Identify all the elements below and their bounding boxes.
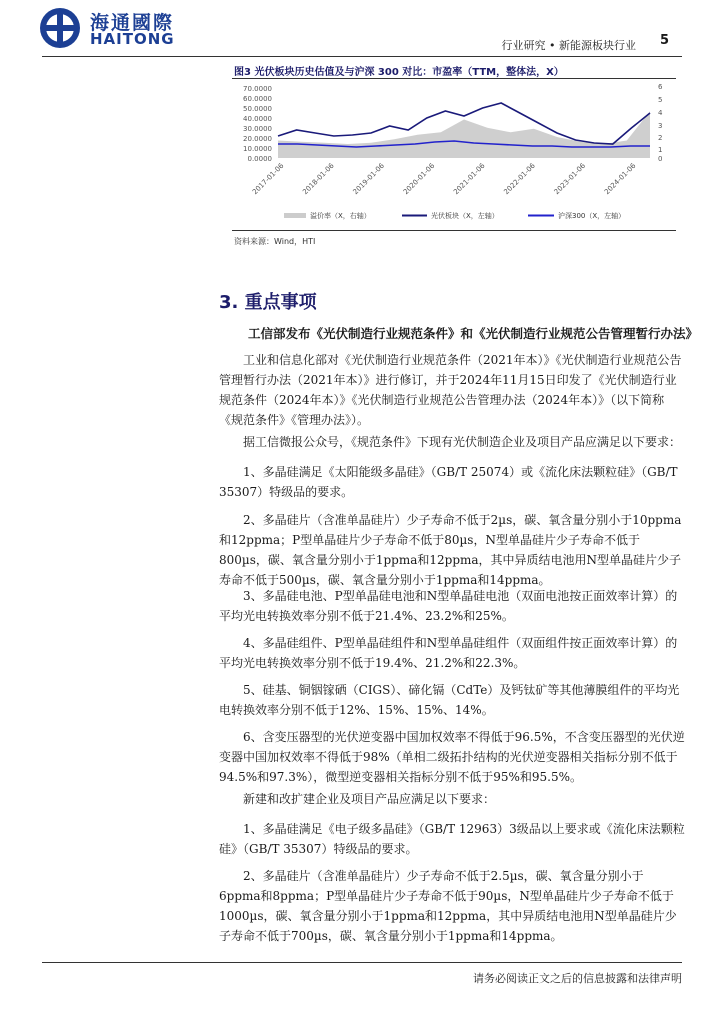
- footer-divider: [42, 962, 682, 963]
- x-tick-label: 2022-01-06: [502, 161, 537, 197]
- header-section-label: 行业研究 • 新能源板块行业: [501, 39, 636, 52]
- page-number: 5: [659, 33, 669, 48]
- header-divider: [42, 56, 682, 57]
- legend-label-premium: 溢价率（X，右轴）: [310, 212, 371, 220]
- x-tick-label: 2021-01-06: [452, 161, 487, 197]
- paragraph: 据工信微报公众号，《规范条件》下现有光伏制造企业及项目产品应满足以下要求：: [243, 435, 682, 449]
- paragraph: 5、硅基、铜铟镓硒（CIGS）、碲化镉（CdTe）及钙钛矿等其他薄膜组件的平均光电转换效率分别不低于12%、15%、15%、14%。: [219, 683, 680, 717]
- footer-disclaimer: 请务必阅读正文之后的信息披露和法律声明: [473, 972, 682, 985]
- section-subtitle: 工信部发布《光伏制造行业规范条件》和《光伏制造行业规范公告管理暂行办法》: [248, 326, 699, 341]
- y-right-tick: 4: [658, 109, 663, 117]
- figure-title: 图3 光伏板块历史估值及与沪深 300 对比：市盈率（TTM，整体法，X）: [234, 67, 564, 78]
- premium-ratio-area: [278, 111, 650, 158]
- x-tick-label: 2018-01-06: [301, 161, 336, 197]
- legend: [284, 211, 625, 221]
- y-left-tick: 70.0000: [243, 85, 272, 93]
- figure-top-rule: [232, 78, 676, 79]
- paragraph: 工业和信息化部对《光伏制造行业规范条件（2021年本）》《光伏制造行业规范公告管理暂行办法（2021年本）》进行修订，并于2024年11月15日印发了《光伏制造行业规范条件（2024年本）》《光伏制造行业规范公告管理办法（2024年本）》（以下简称《规范条件》《管理办法》）。: [219, 353, 682, 427]
- y-left-tick: 30.0000: [243, 125, 272, 133]
- paragraph: 3、多晶硅电池、P型单晶硅电池和N型单晶硅电池（双面电池按正面效率计算）的平均光电转换效率分别不低于21.4%、23.2%和25%。: [219, 589, 678, 623]
- right-axis-ticks: [658, 83, 663, 163]
- x-tick-label: 2023-01-06: [552, 161, 588, 197]
- paragraph: 6、含变压器型的光伏逆变器中国加权效率不得低于96.5%，不含变压器型的光伏逆变器中国加权效率不得低于98%（单相二级拓扑结构的光伏逆变器相关指标分别不低于94.5%和97.3%），微型逆变器相关指标分别不低于95%和95.5%。: [219, 730, 685, 784]
- y-left-tick: 50.0000: [243, 105, 272, 113]
- x-axis-ticks: [251, 161, 638, 196]
- y-left-tick: 40.0000: [243, 115, 272, 123]
- y-right-tick: 6: [658, 83, 663, 91]
- haitong-emblem-icon: [38, 6, 82, 50]
- y-left-tick: 20.0000: [243, 135, 272, 143]
- figure-bottom-rule: [232, 230, 676, 231]
- paragraph: 1、多晶硅满足《电子级多晶硅》（GB/T 12963）3级品以上要求或《流化床法颗粒硅》（GB/T 35307）特级品的要求。: [219, 822, 685, 856]
- figure-source: 资料来源：Wind，HTI: [234, 237, 316, 246]
- logo-english-text: HAITONG: [90, 30, 175, 48]
- pe-ratio-chart: [232, 80, 676, 230]
- paragraph: 新建和改扩建企业及项目产品应满足以下要求：: [243, 792, 496, 806]
- x-tick-label: 2024-01-06: [602, 161, 638, 197]
- y-right-tick: 0: [658, 155, 663, 163]
- y-left-tick: 60.0000: [243, 95, 272, 103]
- logo-chinese-text: 海通國際: [90, 12, 175, 34]
- y-left-tick: 10.0000: [243, 145, 272, 153]
- legend-swatch-premium: [284, 213, 306, 218]
- section-heading: 3. 重点事项: [219, 292, 317, 313]
- paragraph: 4、多晶硅组件、P型单晶硅组件和N型单晶硅组件（双面组件按正面效率计算）的平均光电转换效率分别不低于19.4%、21.2%和22.3%。: [219, 636, 678, 670]
- x-tick-label: 2017-01-06: [250, 161, 286, 197]
- haitong-logo: [38, 8, 198, 48]
- paragraph: 2、多晶硅片（含准单晶硅片）少子寿命不低于2.5µs，碳、氧含量分别小于6ppma和8ppma；P型单晶硅片少子寿命不低于90µs，N型单晶硅片少子寿命不低于1000µs，碳、氧含量分别小于1ppma和12ppma，其中异质结电池用N型单晶硅片少子寿命不低于700µs，碳、氧含量分别小于1ppma和14ppma。: [219, 869, 677, 943]
- legend-label-pv: 光伏板块（X，左轴）: [431, 212, 499, 220]
- left-axis-ticks: [243, 85, 272, 163]
- y-left-tick: 0.0000: [247, 155, 272, 163]
- legend-label-csi300: 沪深300（X，左轴）: [558, 212, 626, 220]
- paragraph: 1、多晶硅满足《太阳能级多晶硅》（GB/T 25074）或《流化床法颗粒硅》（GB/T 35307）特级品的要求。: [219, 465, 678, 499]
- x-tick-label: 2019-01-06: [351, 161, 386, 197]
- paragraph: 2、多晶硅片（含准单晶硅片）少子寿命不低于2µs，碳、氧含量分别小于10ppma和12ppma；P型单晶硅片少子寿命不低于80µs，N型单晶硅片少子寿命不低于800µs，碳、氧含量分别小于1ppma和12ppma，其中异质结电池用N型单晶硅片少子寿命不低于500µs，碳、氧含量分别小于1ppma和14ppma。: [219, 513, 682, 587]
- y-right-tick: 3: [658, 122, 663, 130]
- x-tick-label: 2020-01-06: [401, 161, 437, 197]
- y-right-tick: 5: [658, 96, 663, 104]
- y-right-tick: 2: [658, 134, 663, 142]
- y-right-tick: 1: [658, 146, 663, 154]
